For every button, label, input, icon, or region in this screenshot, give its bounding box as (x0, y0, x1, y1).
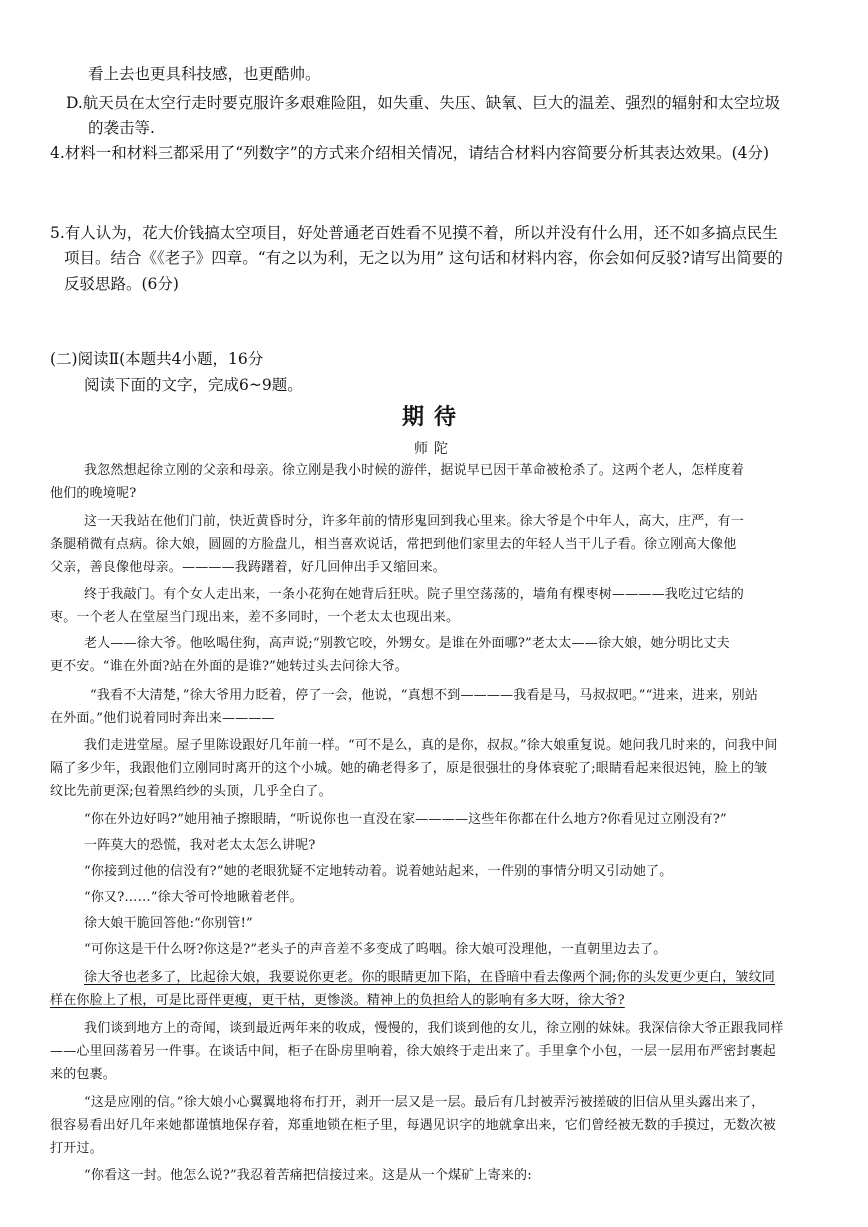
option-d-line-1: D.航天员在太空行走时要克服许多艰难险阻，如失重、失压、缺氧、巨大的温差、强烈的辐射和太空垃圾 (66, 94, 781, 112)
question-4: 4.材料一和材料三都采用了“列数字”的方式来介绍相关情况，请结合材料内容简要分析其表达效果。(4分) (50, 144, 770, 162)
article-title: 期待 (401, 405, 466, 430)
article-line: “你看这一封。他怎么说?”我忍着苦痛把信接过来。这是从一个煤矿上寄来的: (84, 1168, 532, 1183)
article-line: 我们走进堂屋。屋子里陈设跟好几年前一样。“可不是么，真的是你，叔叔。”徐大娘重复说。她问我几时来的，问我中间 (84, 738, 778, 753)
article-line: “你又?……”徐大爷可怜地瞅着老伴。 (84, 890, 303, 905)
article-line: “你在外边好吗?”她用袖子擦眼睛，“听说你也一直没在家————这些年你都在什么地方?你看见过立刚没有?” (84, 812, 727, 827)
article-line: 枣。一个老人在堂屋当门现出来，差不多同时，一个老太太也现出来。 (50, 610, 460, 625)
question-5-line-3: 反驳思路。(6分) (64, 275, 179, 293)
article-line: 一阵莫大的恐慌，我对老太太怎么讲呢? (84, 838, 316, 853)
article-line: 我们谈到地方上的奇闻，谈到最近两年来的收成，慢慢的，我们谈到他的女儿，徐立刚的妹妹。我深信徐大爷正跟我同样 (84, 1021, 784, 1036)
article-line: “可你这是干什么呀?你这是?”老头子的声音差不多变成了呜咽。徐大娘可没理他，一直朝里边去了。 (84, 942, 667, 957)
article-line: 隔了多少年，我跟他们立刚同时离开的这个小城。她的确老得多了，原是很强壮的身体衰驼了;眼睛看起来很迟钝，脸上的皱 (50, 761, 768, 776)
article-line: 我忽然想起徐立刚的父亲和母亲。徐立刚是我小时候的游伴，据说早已因干革命被枪杀了。这两个老人，怎样度着 (84, 463, 745, 478)
option-d-line-2: 的袭击等. (88, 119, 155, 137)
section-heading: (二)阅读Ⅱ(本题共4小题，16分 (50, 350, 264, 368)
article-line: 徐大娘干脆回答他:“你别管!” (84, 916, 253, 931)
article-line: 纹比先前更深;包着黑绉纱的头顶，几乎全白了。 (50, 784, 332, 799)
article-line: 终于我敲门。有个女人走出来，一条小花狗在她背后狂吠。院子里空荡荡的，墙角有棵枣树————我吃过它结的 (84, 587, 745, 602)
option-c-continuation: 看上去也更具科技感，也更酷帅。 (88, 65, 321, 83)
article-line: 这一天我站在他们门前，快近黄昏时分，许多年前的情形鬼回到我心里来。徐大爷是个中年人，高大，庄严，有一 (84, 514, 745, 529)
section-instruction: 阅读下面的文字，完成6~9题。 (84, 376, 303, 394)
article-line: ——心里回荡着另一件事。在谈话中间，柜子在卧房里响着，徐大娘终于走出来了。手里拿个小包，一层一层用布严密封裹起 (50, 1044, 777, 1059)
article-line: 老人——徐大爷。他吆喝住狗，高声说;“别教它咬，外甥女。是谁在外面哪?”老太太——徐大娘，她分明比丈夫 (84, 636, 730, 651)
article-line: 很容易看出好几年来她都谨慎地保存着，郑重地锁在柜子里，每遇见识字的地就拿出来，它们曾经被无数的手摸过，无数次被 (50, 1118, 777, 1133)
article-line: 在外面。”他们说着同时奔出来———— (50, 711, 275, 726)
article-line: 打开过。 (50, 1141, 103, 1156)
article-author: 师陀 (414, 441, 454, 457)
article-line: 条腿稍微有点病。徐大娘，圆圆的方脸盘儿，相当喜欢说话，常把到他们家里去的年轻人当干儿子看。徐立刚高大像他 (50, 537, 737, 552)
article-line: “你接到过他的信没有?”她的老眼犹疑不定地转动着。说着她站起来，一件别的事情分明又引动她了。 (84, 864, 673, 879)
article-line: 父亲，善良像他母亲。————我踌躇着，好几回伸出手又缩回来。 (50, 560, 447, 575)
article-line: “这是应刚的信。”徐大娘小心翼翼地将布打开，剥开一层又是一层。最后有几封被弄污被搓破的旧信从里头露出来了， (84, 1095, 765, 1110)
article-line-underlined: 徐大爷也老多了，比起徐大娘，我要说你更老。你的眼睛更加下陷，在昏暗中看去像两个洞;你的头发更少更白，皱纹同 (84, 970, 775, 985)
article-line: 更不安。“谁在外面?站在外面的是谁?”她转过头去问徐大爷。 (50, 659, 409, 674)
question-5-line-1: 5.有人认为，花大价钱搞太空项目，好处普通老百姓看不见摸不着，所以并没有什么用，还不如多搞点民生 (50, 224, 778, 242)
article-line: 他们的晚境呢? (50, 486, 137, 501)
article-line-underlined: 样在你脸上了根，可是比哥伴更瘦，更干枯，更惨淡。精神上的负担给人的影响有多大呀，徐大爷? (50, 993, 625, 1008)
article-line: 来的包裹。 (50, 1067, 117, 1082)
question-5-line-2: 项目。结合《《老子》四章。“有之以为利，无之以为用” 这句话和材料内容，你会如何反驳?请写出简要的 (64, 249, 783, 267)
article-line: “我看不大清楚，”徐大爷用力眨着，停了一会，他说，“真想不到————我看是马，马叔叔吧。”“进来，进来，别站 (90, 688, 759, 703)
